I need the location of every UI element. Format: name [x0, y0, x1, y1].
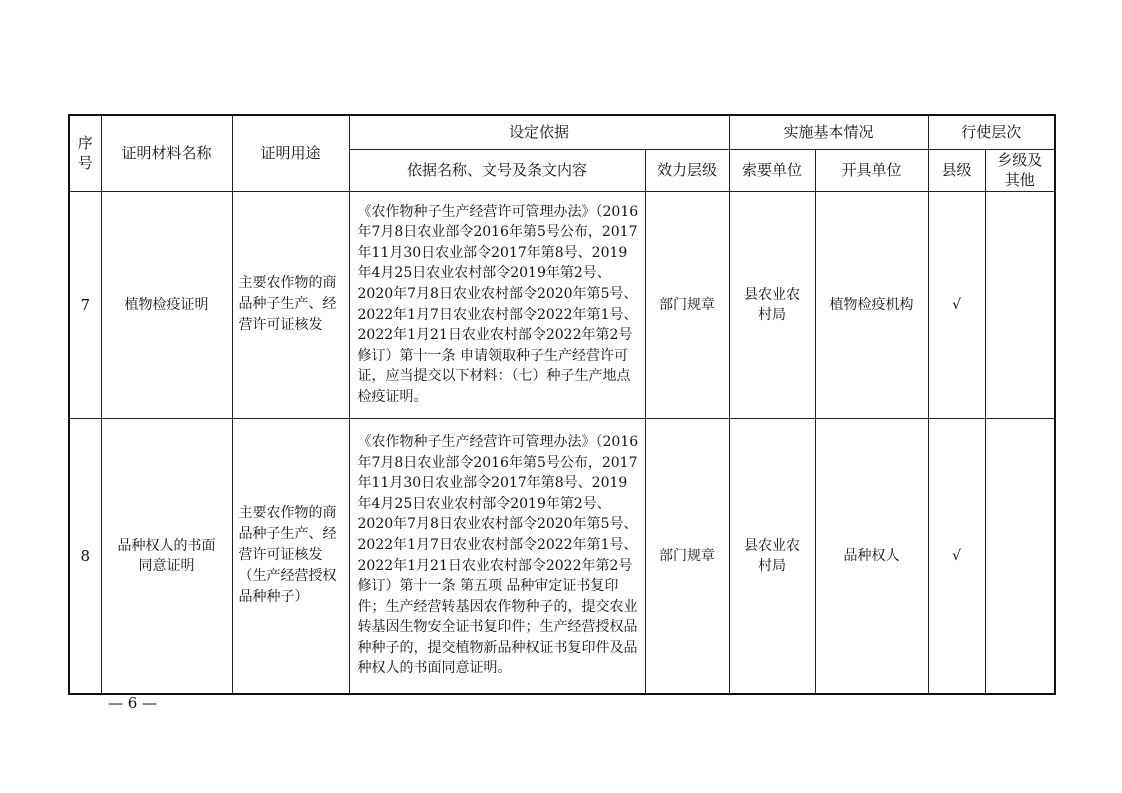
header-issuing-unit: 开具单位: [815, 149, 928, 191]
row-requesting-unit: 县农业农村局: [729, 418, 815, 694]
row-material-name: 品种权人的书面同意证明: [101, 418, 232, 694]
row-effect-level: 部门规章: [645, 191, 729, 418]
row-issuing-unit: 植物检疫机构: [815, 191, 928, 418]
row-purpose: 主要农作物的商品种子生产、经营许可证核发: [232, 191, 349, 418]
certificate-table: [68, 114, 1056, 695]
row-township-other: [985, 418, 1055, 694]
row-issuing-unit: 品种权人: [815, 418, 928, 694]
header-seq: 序 号: [69, 115, 101, 191]
row-seq: 8: [69, 418, 101, 694]
header-county-level: 县级: [928, 149, 985, 191]
row-effect-level: 部门规章: [645, 418, 729, 694]
row-requesting-unit: 县农业农村局: [729, 191, 815, 418]
header-implementation-group: 实施基本情况: [729, 115, 928, 149]
header-row-1: [69, 115, 1055, 149]
row-material-name: 植物检疫证明: [101, 191, 232, 418]
table-row: [69, 191, 1055, 418]
header-material-name: 证明材料名称: [101, 115, 232, 191]
row-county-level: √: [928, 418, 985, 694]
row-county-level: √: [928, 191, 985, 418]
row-purpose: 主要农作物的商品种子生产、经营许可证核发（生产经营授权品种种子）: [232, 418, 349, 694]
header-purpose: 证明用途: [232, 115, 349, 191]
header-basis-group: 设定依据: [349, 115, 729, 149]
row-basis: 《农作物种子生产经营许可管理办法》（2016年7月8日农业部令2016年第5号公布，2017年11月30日农业部令2017年第8号、2019年4月25日农业农村部令2019年第2号、2020年7月8日农业农村部令2020年第5号、2022年1月7日农业农村部令2022年第1号、2022年1月21日农业农村部令2022年第2号修订）第十一条 第五项 品种审定证书复印件；生产经营转基因农作物种子的，提交农业转基因生物安全证书复印件；生产经营授权品种种子的，提交植物新品种权证书复印件及品种权人的书面同意证明。: [349, 418, 645, 694]
row-seq: 7: [69, 191, 101, 418]
header-level-group: 行使层次: [928, 115, 1055, 149]
header-requesting-unit: 索要单位: [729, 149, 815, 191]
row-basis: 《农作物种子生产经营许可管理办法》（2016年7月8日农业部令2016年第5号公布，2017年11月30日农业部令2017年第8号、2019年4月25日农业农村部令2019年第2号、2020年7月8日农业农村部令2020年第5号、2022年1月7日农业农村部令2022年第1号、2022年1月21日农业农村部令2022年第2号修订）第十一条 申请领取种子生产经营许可证，应当提交以下材料：（七）种子生产地点检疫证明。: [349, 191, 645, 418]
header-basis-name: 依据名称、文号及条文内容: [349, 149, 645, 191]
table-row: [69, 418, 1055, 694]
page-number: — 6 —: [108, 694, 158, 712]
header-township-other: 乡级及其他: [985, 149, 1055, 191]
row-township-other: [985, 191, 1055, 418]
header-effect-level: 效力层级: [645, 149, 729, 191]
